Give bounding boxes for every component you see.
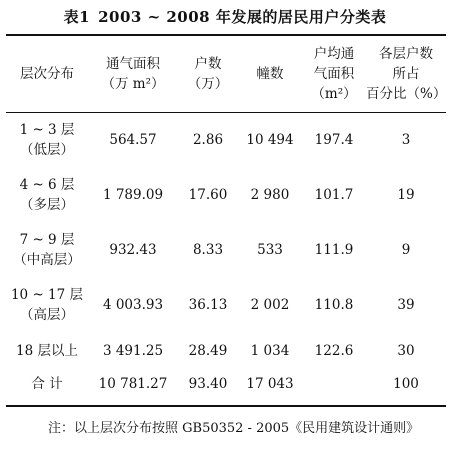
- buildings-cell: 1 034: [250, 342, 290, 359]
- avg-area-cell: 122.6: [314, 342, 354, 359]
- gas-area-cell: 1 789.09: [102, 186, 164, 203]
- header-gas-area: 通气面积 （万 m²）: [101, 56, 165, 92]
- households-cell: 8.33: [192, 241, 224, 258]
- avg-area-cell: 111.9: [314, 241, 354, 258]
- buildings-cell: 2 980: [250, 186, 290, 203]
- gas-area-cell: 564.57: [109, 131, 157, 148]
- total-gas-area-cell: 10 781.27: [98, 376, 168, 392]
- buildings-cell: 10 494: [246, 131, 294, 148]
- gas-area-cell: 932.43: [109, 241, 157, 258]
- households-cell: 28.49: [188, 342, 228, 359]
- floor-category-cell: 18 层以上: [16, 342, 78, 359]
- percent-cell: 3: [401, 131, 411, 148]
- header-households: 户数 （万）: [187, 56, 229, 92]
- table-number: 表1: [63, 8, 91, 26]
- header-buildings: 幢数: [256, 66, 284, 82]
- header-percent: 各层户数 所占 百分比（%）: [366, 46, 447, 102]
- table-row: [6, 332, 446, 369]
- table-row: [6, 167, 446, 222]
- buildings-cell: 533: [257, 241, 283, 258]
- percent-cell: 30: [397, 342, 415, 359]
- percent-cell: 19: [397, 186, 415, 203]
- table-row: [6, 277, 446, 332]
- floor-category-cell: 4 ~ 6 层 （多层）: [19, 176, 75, 213]
- total-buildings-cell: 17 043: [246, 376, 294, 392]
- header-floor-category: 层次分布: [20, 66, 74, 82]
- table-header-row: [6, 36, 446, 112]
- percent-cell: 9: [401, 241, 411, 258]
- total-percent-cell: 100: [393, 376, 419, 392]
- table-footnote: 注：以上层次分布按照 GB50352 - 2005《民用建筑设计通则》: [48, 421, 420, 436]
- table-caption: [0, 6, 450, 27]
- table-row: [6, 222, 446, 277]
- total-avg-area-cell: [302, 369, 366, 399]
- household-classification-table: [6, 36, 446, 399]
- total-label-cell: 合 计: [31, 376, 63, 392]
- households-cell: 2.86: [192, 131, 224, 148]
- floor-category-cell: 7 ~ 9 层 （中高层）: [13, 231, 81, 268]
- buildings-cell: 2 002: [250, 296, 290, 313]
- floor-category-cell: 10 ~ 17 层 （高层）: [10, 286, 84, 323]
- households-cell: 36.13: [188, 296, 228, 313]
- percent-cell: 39: [397, 296, 415, 313]
- avg-area-cell: 197.4: [314, 131, 354, 148]
- gas-area-cell: 4 003.93: [102, 296, 164, 313]
- floor-category-cell: 1 ~ 3 层 （低层）: [19, 121, 75, 158]
- avg-area-cell: 110.8: [314, 296, 354, 313]
- households-cell: 17.60: [188, 186, 228, 203]
- avg-area-cell: 101.7: [314, 186, 354, 203]
- table-bottom-rule: [6, 405, 446, 407]
- table-title: 2003 ~ 2008 年发展的居民用户分类表: [98, 8, 387, 26]
- header-avg-area: 户均通 气面积 （m²）: [311, 46, 357, 102]
- gas-area-cell: 3 491.25: [102, 342, 164, 359]
- table-total-row: [6, 369, 446, 399]
- table-row: [6, 112, 446, 167]
- total-households-cell: 93.40: [188, 376, 228, 392]
